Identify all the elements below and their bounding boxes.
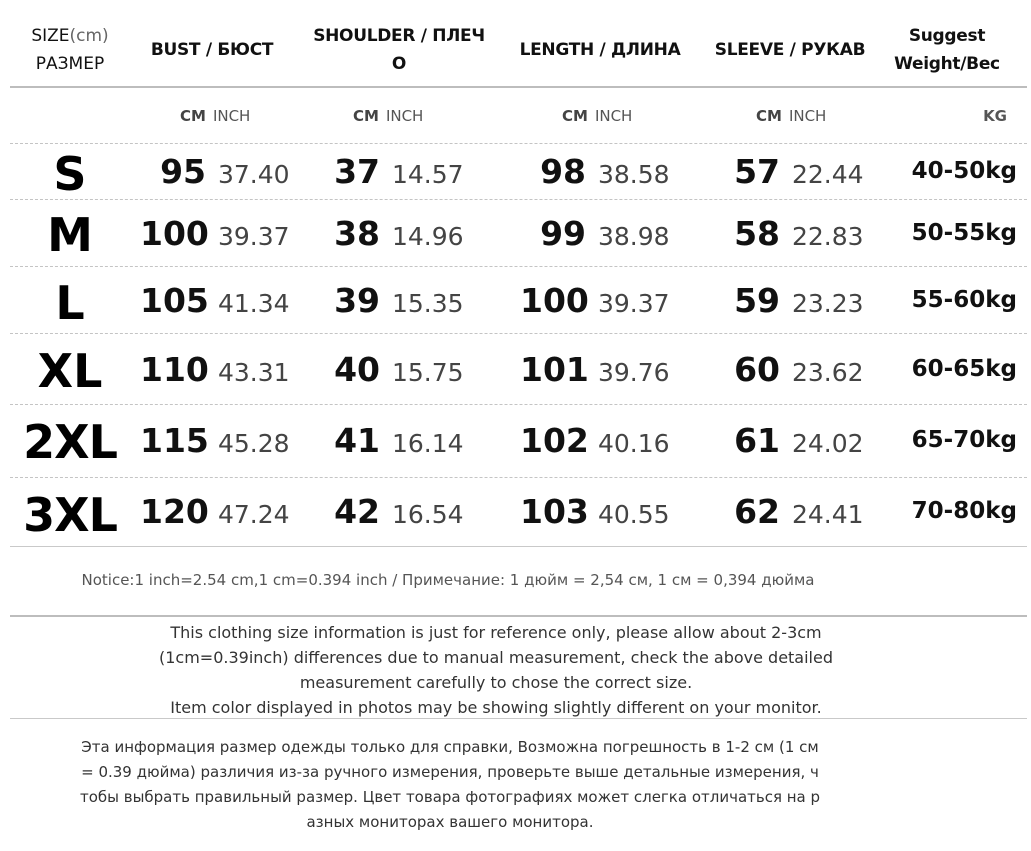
row-divider	[10, 199, 1027, 200]
header-size-ru: РАЗМЕР	[35, 54, 105, 74]
table-row	[0, 202, 1031, 264]
header-sleeve: SLEEVE / РУКАВ	[714, 40, 866, 60]
length-cell: 100 39.37	[520, 281, 670, 320]
bust-cell: 105 41.34	[140, 281, 290, 320]
shoulder-cell: 41 16.14	[334, 421, 464, 460]
shoulder-cell: 39 15.35	[334, 281, 464, 320]
length-cell: 102 40.16	[520, 421, 670, 460]
bust-cell: 115 45.28	[140, 421, 290, 460]
row-divider	[10, 143, 1027, 144]
sleeve-cell: 59 23.23	[734, 281, 864, 320]
sleeve-cell: 58 22.83	[734, 214, 864, 253]
length-cell: 99 38.98	[540, 214, 670, 253]
bust-cell: 110 43.31	[140, 350, 290, 389]
shoulder-cell: 40 15.75	[334, 350, 464, 389]
sleeve-cell: 61 24.02	[734, 421, 864, 460]
size-label: 3XL	[23, 488, 117, 542]
disclaimer-russian: Эта информация размер одежды только для справки, Возможна погрешность в 1-2 см (1 см = 0.39 дюйма) различия из-за ручного измерения, проверьте выше детальные измерения, ч тобы выбрать правильный размер. Цвет товара фотографиях может слегка отличаться на р азных мониторах вашего монитора.	[79, 738, 821, 831]
table-row	[0, 146, 1031, 201]
header-bust: BUST / БЮСТ	[150, 40, 274, 60]
weight-cell: 70-80kg	[911, 498, 1017, 524]
table-row	[0, 269, 1031, 331]
units-length: CM INCH	[562, 107, 633, 125]
shoulder-cell: 38 14.96	[334, 214, 464, 253]
length-cell: 103 40.55	[520, 492, 670, 531]
row-divider	[10, 477, 1027, 478]
length-cell: 101 39.76	[520, 350, 670, 389]
notice-divider	[10, 615, 1027, 617]
weight-cell: 60-65kg	[911, 356, 1017, 382]
disclaimer-english: This clothing size information is just for reference only, please allow about 2-3cm (1cm=0.39inch) differences due to manual measurement, check the above detailed measurement carefully to chose the correct size. Item color displayed in photos may be showing slightly different on your monitor.	[159, 623, 833, 717]
shoulder-cell: 42 16.54	[334, 492, 464, 531]
weight-cell: 50-55kg	[911, 220, 1017, 246]
header-size-unit: (cm)	[69, 26, 109, 46]
units-shoulder: CM INCH	[353, 107, 424, 125]
table-row	[0, 407, 1031, 475]
row-divider	[10, 404, 1027, 405]
conversion-notice: Notice:1 inch=2.54 cm,1 cm=0.394 inch / Примечание: 1 дюйм = 2,54 см, 1 см = 0,394 дюйма	[81, 571, 815, 589]
table-row	[0, 480, 1031, 544]
header-size-label: SIZE	[31, 26, 70, 46]
size-label: L	[55, 276, 85, 330]
size-label: M	[47, 208, 93, 262]
header-weight: Suggest Weight/Вес	[894, 26, 1000, 74]
bust-cell: 95 37.40	[160, 152, 290, 191]
size-label: 2XL	[23, 415, 117, 469]
size-label: S	[53, 147, 87, 201]
bust-cell: 100 39.37	[140, 214, 290, 253]
units-weight: KG	[983, 107, 1007, 125]
units-sleeve: CM INCH	[756, 107, 827, 125]
header-shoulder: SHOULDER / ПЛЕЧ О	[313, 26, 485, 74]
shoulder-cell: 37 14.57	[334, 152, 464, 191]
sleeve-cell: 62 24.41	[734, 492, 864, 531]
header-size	[14, 18, 126, 82]
row-divider	[10, 333, 1027, 334]
row-divider	[10, 266, 1027, 267]
weight-cell: 55-60kg	[911, 287, 1017, 313]
size-label: XL	[37, 344, 103, 398]
bust-cell: 120 47.24	[140, 492, 290, 531]
units-bust: CM INCH	[180, 107, 251, 125]
header-divider	[10, 86, 1027, 88]
sleeve-cell: 60 23.62	[734, 350, 864, 389]
weight-cell: 40-50kg	[911, 158, 1017, 184]
length-cell: 98 38.58	[540, 152, 670, 191]
table-bottom-divider	[10, 546, 1027, 547]
sleeve-cell: 57 22.44	[734, 152, 864, 191]
weight-cell: 65-70kg	[911, 427, 1017, 453]
table-row	[0, 336, 1031, 402]
header-length: LENGTH / ДЛИНА	[519, 40, 681, 60]
disclaimer-divider	[10, 718, 1027, 719]
